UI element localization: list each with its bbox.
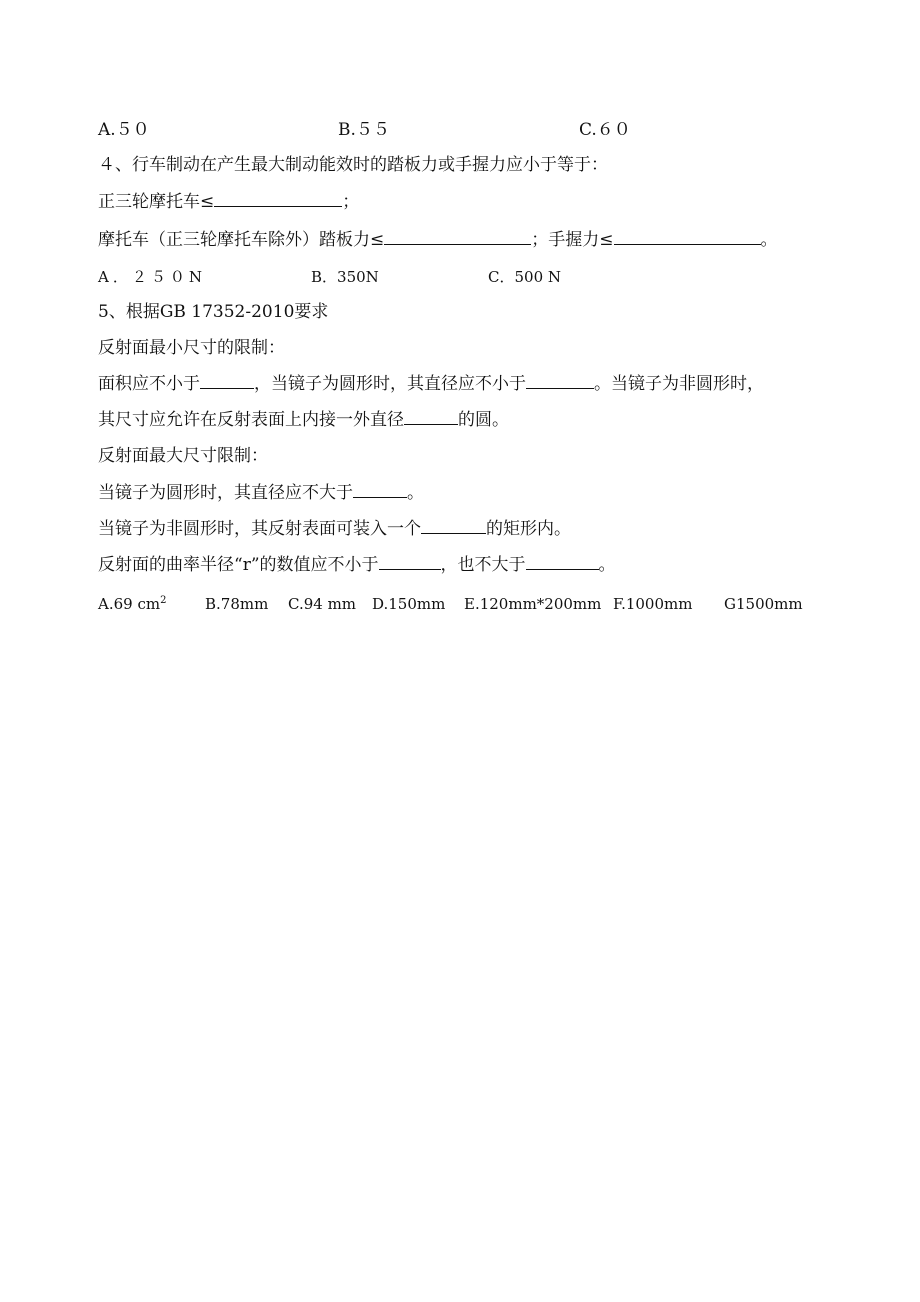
q5-radius-text-c: 。	[598, 555, 616, 575]
q4-option-a: A．２５０N	[98, 268, 206, 286]
q4-line2-prefix: 摩托车（正三轮摩托车除外）踏板力≤	[98, 230, 385, 250]
q4-title: ４、行车制动在产生最大制动能效时的踏板力或手握力应小于等于：	[98, 155, 608, 175]
q4-line1	[98, 190, 359, 214]
q5-max-heading: 反射面最大尺寸限制：	[98, 446, 268, 466]
q5-min-line2-text-b: 的圆。	[458, 410, 509, 430]
q5-max-line1-text-a: 当镜子为圆形时，其直径应不大于	[98, 483, 353, 503]
q5-option-f: F.1000mm	[613, 595, 693, 613]
q4-line2-mid: ；手握力≤	[531, 230, 614, 250]
q5-option-a-text: A.69 cm	[98, 595, 161, 613]
q4-line2	[98, 228, 778, 252]
q4-option-c: C．500 N	[488, 268, 562, 286]
q3-option-b: B.５５	[338, 120, 390, 140]
q3-option-c: C.６０	[579, 120, 631, 140]
q5-blank-max-diameter	[353, 481, 407, 498]
q5-option-c: C.94 mm	[288, 595, 357, 613]
q5-min-line1-text-b: ，当镜子为圆形时，其直径应不小于	[254, 374, 526, 394]
q5-radius-text-a: 反射面的曲率半径“r”的数值应不小于	[98, 555, 379, 575]
q5-max-line2	[98, 517, 571, 541]
q5-option-a-superscript: 2	[160, 595, 167, 606]
q4-option-b: B．350N	[311, 268, 379, 286]
q5-blank-area	[200, 372, 254, 389]
q5-min-line1-text-a: 面积应不小于	[98, 374, 200, 394]
q5-blank-min-diameter	[526, 372, 594, 389]
q4-blank-tricycle	[214, 190, 342, 207]
q5-blank-radius-min	[379, 553, 441, 570]
q4-line2-suffix: 。	[760, 230, 778, 250]
q4-blank-hand	[614, 228, 761, 245]
q5-radius-line	[98, 553, 616, 577]
q5-blank-radius-max	[526, 553, 599, 570]
q3-option-a: A.５０	[98, 120, 150, 140]
q5-option-d: D.150mm	[372, 595, 446, 613]
q4-line1-prefix: 正三轮摩托车≤	[98, 192, 215, 212]
q5-max-line2-text-a: 当镜子为非圆形时，其反射表面可装入一个	[98, 519, 421, 539]
q5-max-line2-text-b: 的矩形内。	[486, 519, 571, 539]
q5-max-line1	[98, 481, 424, 505]
q5-option-a	[98, 592, 166, 616]
q5-min-line2	[98, 408, 509, 432]
q5-min-line1	[98, 372, 764, 396]
q5-max-line1-text-b: 。	[407, 483, 424, 503]
q5-title: 5、根据GB 17352-2010要求	[98, 302, 329, 322]
q5-option-e: E.120mm*200mm	[464, 595, 602, 613]
q4-blank-pedal	[384, 228, 531, 245]
q5-min-line2-text-a: 其尺寸应允许在反射表面上内接一外直径	[98, 410, 404, 430]
q5-radius-text-b: ，也不大于	[440, 555, 526, 575]
q5-min-heading: 反射面最小尺寸的限制：	[98, 338, 285, 358]
q5-option-b: B.78mm	[205, 595, 269, 613]
q4-line1-suffix: ；	[342, 192, 360, 212]
q5-min-line1-text-c: 。当镜子为非圆形时，	[594, 374, 764, 394]
q5-blank-inscribed-diameter	[404, 408, 458, 425]
q5-option-g: G1500mm	[724, 595, 803, 613]
q5-blank-rectangle	[421, 517, 486, 534]
